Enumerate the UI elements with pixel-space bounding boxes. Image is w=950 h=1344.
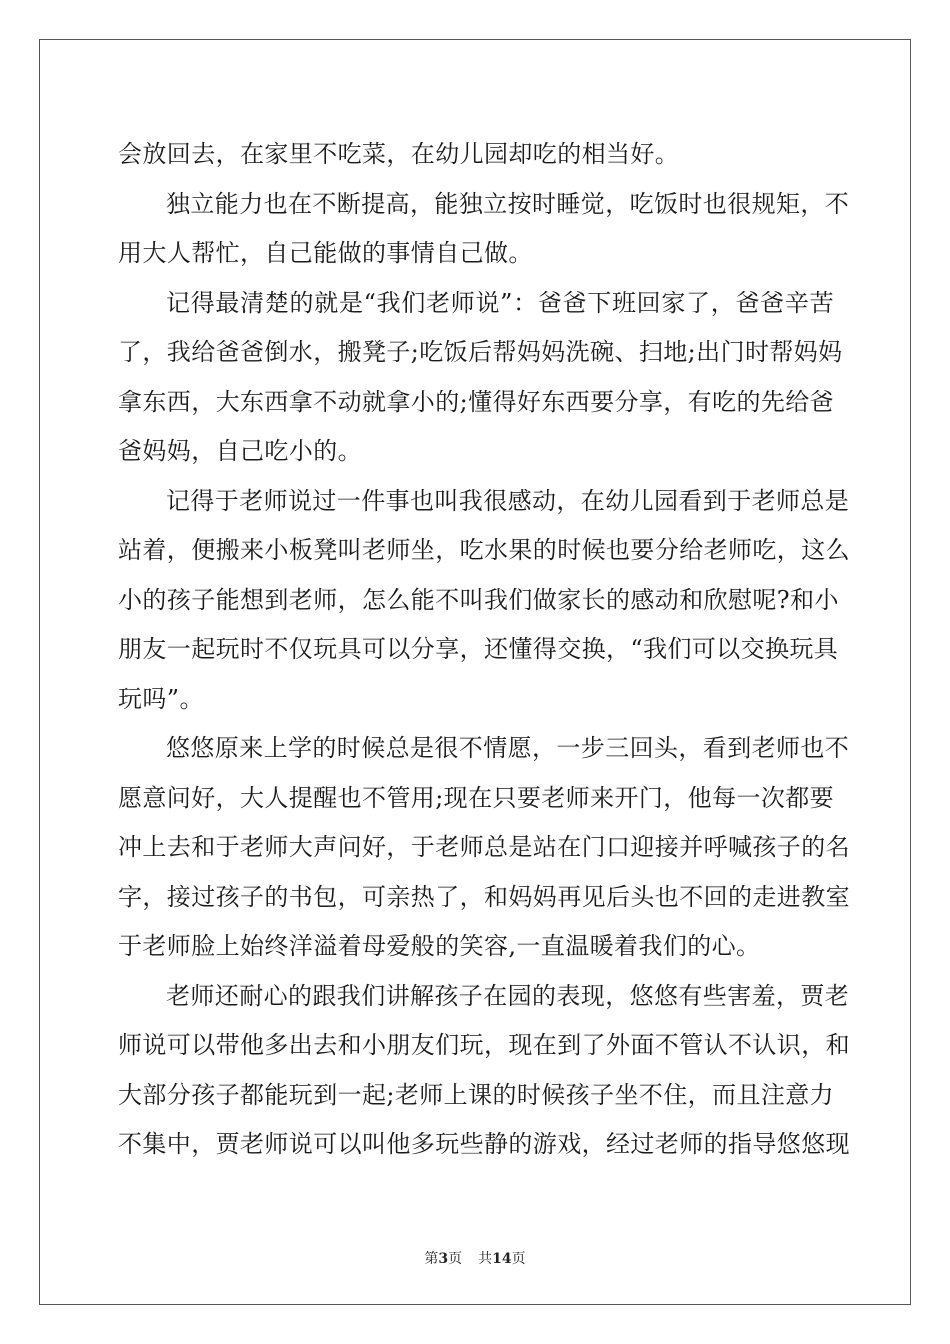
text-line-20: 大部分孩子都能玩到一起;老师上课的时候孩子坐不住，而且注意力	[118, 1080, 835, 1109]
total-pages: 14	[492, 1251, 512, 1267]
text-line-6: 拿东西，大东西拿不动就拿小的;懂得好东西要分享，有吃的先给爸	[118, 387, 835, 416]
text-line-2: 独立能力也在不断提高，能独立按时睡觉，吃饭时也很规矩，不	[166, 189, 850, 218]
text-line-7: 爸妈妈，自己吃小的。	[118, 437, 362, 465]
text-line-18: 老师还耐心的跟我们讲解孩子在园的表现，悠悠有些害羞，贾老	[166, 981, 850, 1010]
text-line-9: 站着，便搬来小板凳叫老师坐，吃水果的时候也要分给老师吃，这么	[118, 536, 850, 564]
text-line-1: 会放回去，在家里不吃菜，在幼儿园却吃的相当好。	[118, 140, 680, 168]
text-line-14: 愿意问好，大人提醒也不管用;现在只要老师来开门，他每一次都要	[118, 783, 835, 812]
text-line-3: 用大人帮忙，自己能做的事情自己做。	[118, 239, 533, 267]
text-line-4: 记得最清楚的就是“我们老师说”：爸爸下班回家了，爸爸辛苦	[166, 288, 834, 317]
text-line-8: 记得于老师说过一件事也叫我很感动，在幼儿园看到于老师总是	[166, 486, 850, 515]
page-prefix: 第	[424, 1251, 439, 1267]
text-line-21: 不集中，贾老师说可以叫他多玩些静的游戏，经过老师的指导悠悠现	[118, 1130, 850, 1158]
page-footer	[0, 1248, 950, 1268]
total-prefix: 共	[478, 1251, 493, 1267]
text-line-15: 冲上去和于老师大声问好，于老师总是站在门口迎接并呼喊孩子的名	[118, 833, 850, 861]
document-body	[118, 130, 850, 1170]
text-line-11: 朋友一起玩时不仅玩具可以分享，还懂得交换，“我们可以交换玩具	[118, 635, 839, 663]
total-suffix: 页	[511, 1251, 526, 1267]
text-line-10: 小的孩子能想到老师，怎么能不叫我们做家长的感动和欣慰呢?和小	[118, 585, 839, 614]
text-line-5: 了，我给爸爸倒水，搬凳子;吃饭后帮妈妈洗碗、扫地;出门时帮妈妈	[118, 338, 843, 366]
text-line-17: 于老师脸上始终洋溢着母爱般的笑容,一直温暖着我们的心。	[118, 932, 761, 960]
text-line-19: 师说可以带他多出去和小朋友们玩，现在到了外面不管认不认识，和	[118, 1031, 850, 1059]
text-line-12: 玩吗”。	[118, 684, 204, 713]
page-number: 3	[438, 1251, 449, 1267]
text-line-13: 悠悠原来上学的时候总是很不情愿，一步三回头，看到老师也不	[166, 734, 850, 762]
text-line-16: 字，接过孩子的书包，可亲热了，和妈妈再见后头也不回的走进教室	[118, 882, 850, 911]
page-suffix: 页	[448, 1251, 463, 1267]
